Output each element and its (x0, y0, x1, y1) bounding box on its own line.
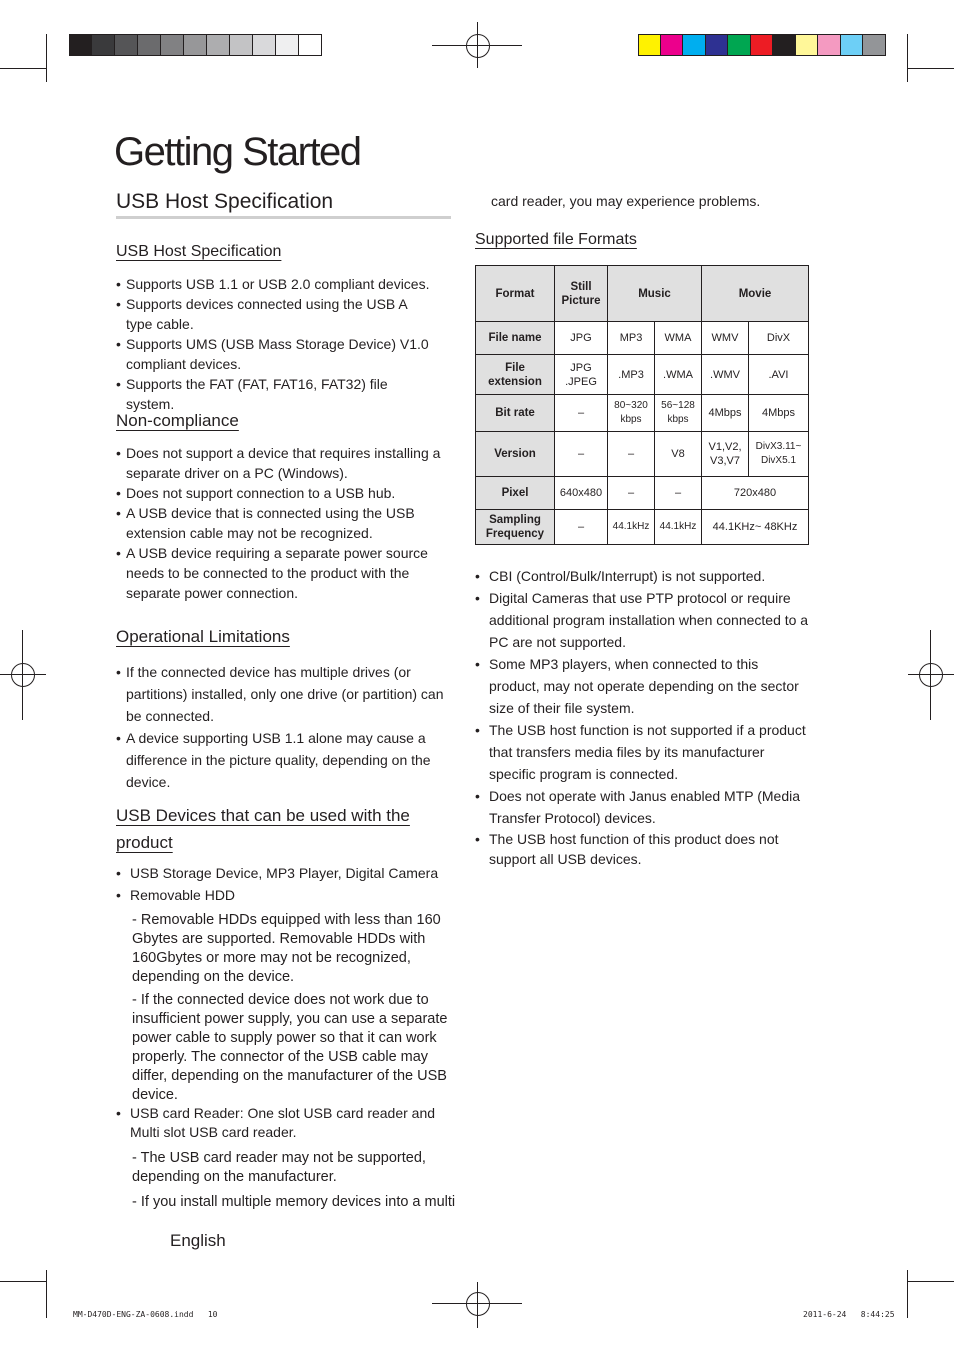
table-cell: – (555, 510, 608, 545)
list-item: • Supports devices connected using the USB A type cable. (116, 294, 436, 334)
hdd-note-1: - Removable HDDs equipped with less than 160 Gbytes are supported. Removable HDDs with 160Gbytes or more may not be recognized, depending on the device. (132, 912, 441, 985)
calibration-swatch (161, 34, 184, 56)
list-item: • If the connected device has multiple drives (or partitions) installed, only one drive (or partition) can be connected. (116, 661, 451, 727)
table-cell: JPG (555, 322, 608, 355)
calibration-swatch (253, 34, 276, 56)
list-item: • Does not support a device that requires installing a separate driver on a PC (Windows). (116, 443, 441, 483)
list-item: • Supports UMS (USB Mass Storage Device) V1.0 compliant devices. (116, 334, 436, 374)
list-item: • CBI (Control/Bulk/Interrupt) is not supported. (475, 565, 811, 587)
calibration-swatch (706, 34, 729, 56)
cell-line: 80~320 (614, 400, 648, 411)
list-item: • The USB host function of this product does not support all USB devices. (475, 829, 811, 869)
table-cell: 44.1kHz (608, 510, 655, 545)
cell-line: kbps (667, 414, 689, 425)
table-cell: .MP3 (608, 355, 655, 395)
devices-heading-line1: USB Devices that can be used with the (116, 806, 410, 825)
list-item: • Does not operate with Janus enabled MTP (Media Transfer Protocol) devices. (475, 785, 811, 829)
language-label: English (170, 1231, 226, 1250)
row-header-cell: Version (476, 432, 555, 477)
card-reader-list (116, 1104, 451, 1142)
table-cell: WMV (702, 322, 749, 355)
devices-list (116, 862, 451, 906)
cell-line: V3,V7 (710, 455, 740, 467)
cell-line: V1,V2, (708, 441, 742, 453)
list-item: • Digital Cameras that use PTP protocol or require additional program installation when connected to a PC are not supported. (475, 587, 811, 653)
row-header-cell: Bit rate (476, 395, 555, 432)
calibration-swatch (773, 34, 796, 56)
list-item: • A USB device requiring a separate power source needs to be connected to the product with the separate power connection. (116, 543, 441, 603)
list-item: • Supports the FAT (FAT, FAT16, FAT32) file system. (116, 374, 436, 414)
grayscale-calibration-bar (69, 34, 322, 56)
table-row (476, 355, 809, 395)
calibration-swatch (683, 34, 706, 56)
table-header-cell: Movie (702, 266, 809, 322)
calibration-swatch (69, 34, 92, 56)
cell-line: DivX5.1 (760, 455, 796, 466)
supported-formats-table (475, 265, 809, 545)
table-cell: MP3 (608, 322, 655, 355)
row-header-cell (476, 510, 555, 545)
list-item: • Supports USB 1.1 or USB 2.0 compliant devices. (116, 274, 436, 294)
table-cell: 44.1kHz (655, 510, 702, 545)
list-item: • The USB host function is not supported if a product that transfers media files by its manufacturer specific program is connected. (475, 719, 811, 785)
cell-line: JPG (570, 361, 592, 374)
table-row (476, 432, 809, 477)
cell-line: kbps (620, 414, 642, 425)
table-cell: DivX (749, 322, 809, 355)
calibration-swatch (230, 34, 253, 56)
date-slug: 2011-6-24 8:44:25 (803, 1310, 895, 1319)
section-heading: USB Host Specification (116, 190, 334, 213)
cell-line: Frequency (485, 528, 545, 540)
calibration-swatch (661, 34, 684, 56)
table-cell (608, 395, 655, 432)
page-title: Getting Started (114, 130, 361, 174)
table-cell: 640x480 (555, 477, 608, 510)
table-cell: – (608, 477, 655, 510)
row-header-cell: File name (476, 322, 555, 355)
table-row (476, 510, 809, 545)
section-divider (116, 216, 451, 219)
calibration-swatch (184, 34, 207, 56)
table-cell: 44.1KHz~ 48KHz (702, 510, 809, 545)
table-cell (702, 432, 749, 477)
calibration-swatch (841, 34, 864, 56)
table-cell: – (608, 432, 655, 477)
calibration-swatch (728, 34, 751, 56)
row-header-cell: File extension (476, 355, 555, 395)
table-header-cell: Music (608, 266, 702, 322)
calibration-swatch (818, 34, 841, 56)
table-cell (749, 432, 809, 477)
usb-spec-list (116, 274, 436, 414)
notes-list (475, 565, 811, 869)
calibration-swatch (638, 34, 661, 56)
table-row (476, 477, 809, 510)
card-note-1: - The USB card reader may not be supported, depending on the manufacturer. (132, 1150, 426, 1185)
file-slug: MM-D470D-ENG-ZA-0608.indd 10 (73, 1310, 218, 1319)
table-cell: .WMA (655, 355, 702, 395)
cell-line: 56~128 (661, 400, 695, 411)
table-cell: .AVI (749, 355, 809, 395)
list-item: • Removable HDD (116, 884, 451, 906)
cell-line: Sampling (489, 514, 541, 526)
calibration-swatch (92, 34, 115, 56)
table-cell: V8 (655, 432, 702, 477)
table-header-cell: Format (476, 266, 555, 322)
table-cell: 4Mbps (749, 395, 809, 432)
table-cell: 4Mbps (702, 395, 749, 432)
calibration-swatch (863, 34, 886, 56)
table-cell (555, 355, 608, 395)
table-row (476, 322, 809, 355)
table-cell: – (555, 432, 608, 477)
list-item: • Some MP3 players, when connected to this product, may not operate depending on the sector size of their file system. (475, 653, 811, 719)
non-compliance-heading: Non-compliance (116, 411, 239, 430)
formats-heading: Supported file Formats (475, 231, 637, 248)
table-cell: .WMV (702, 355, 749, 395)
table-header-cell: Still Picture (555, 266, 608, 322)
cell-line: DivX3.11~ (755, 441, 802, 452)
table-cell: WMA (655, 322, 702, 355)
calibration-swatch (299, 34, 322, 56)
operational-heading: Operational Limitations (116, 627, 290, 646)
card-note-2: - If you install multiple memory devices into a multi (132, 1194, 456, 1210)
calibration-swatch (276, 34, 299, 56)
table-cell: – (655, 477, 702, 510)
table-cell: 720x480 (702, 477, 809, 510)
list-item: • A USB device that is connected using the USB extension cable may not be recognized. (116, 503, 441, 543)
table-row (476, 395, 809, 432)
list-item: • Does not support connection to a USB hub. (116, 483, 441, 503)
table-cell (655, 395, 702, 432)
calibration-swatch (207, 34, 230, 56)
cell-line: .JPEG (565, 375, 597, 388)
table-row (476, 266, 809, 322)
row-header-cell: Pixel (476, 477, 555, 510)
calibration-swatch (796, 34, 819, 56)
table-cell: – (555, 395, 608, 432)
operational-list (116, 661, 451, 793)
devices-heading-line2: product (116, 833, 173, 852)
list-item: • USB Storage Device, MP3 Player, Digital Camera (116, 862, 451, 884)
list-item: • A device supporting USB 1.1 alone may cause a difference in the picture quality, depending on the device. (116, 727, 451, 793)
calibration-swatch (115, 34, 138, 56)
usb-spec-heading: USB Host Specification (116, 243, 282, 260)
hdd-note-2: - If the connected device does not work due to insufficient power supply, you can use a separate power cable to supply power so that it can work properly. The connector of the USB cable may differ, depending on the manufacturer of the USB device. (132, 992, 448, 1103)
color-calibration-bar (638, 34, 886, 56)
calibration-swatch (138, 34, 161, 56)
list-item: • USB card Reader: One slot USB card reader and Multi slot USB card reader. (116, 1104, 451, 1142)
non-compliance-list (116, 443, 441, 603)
calibration-swatch (751, 34, 774, 56)
continuation-text: card reader, you may experience problems. (491, 193, 761, 209)
